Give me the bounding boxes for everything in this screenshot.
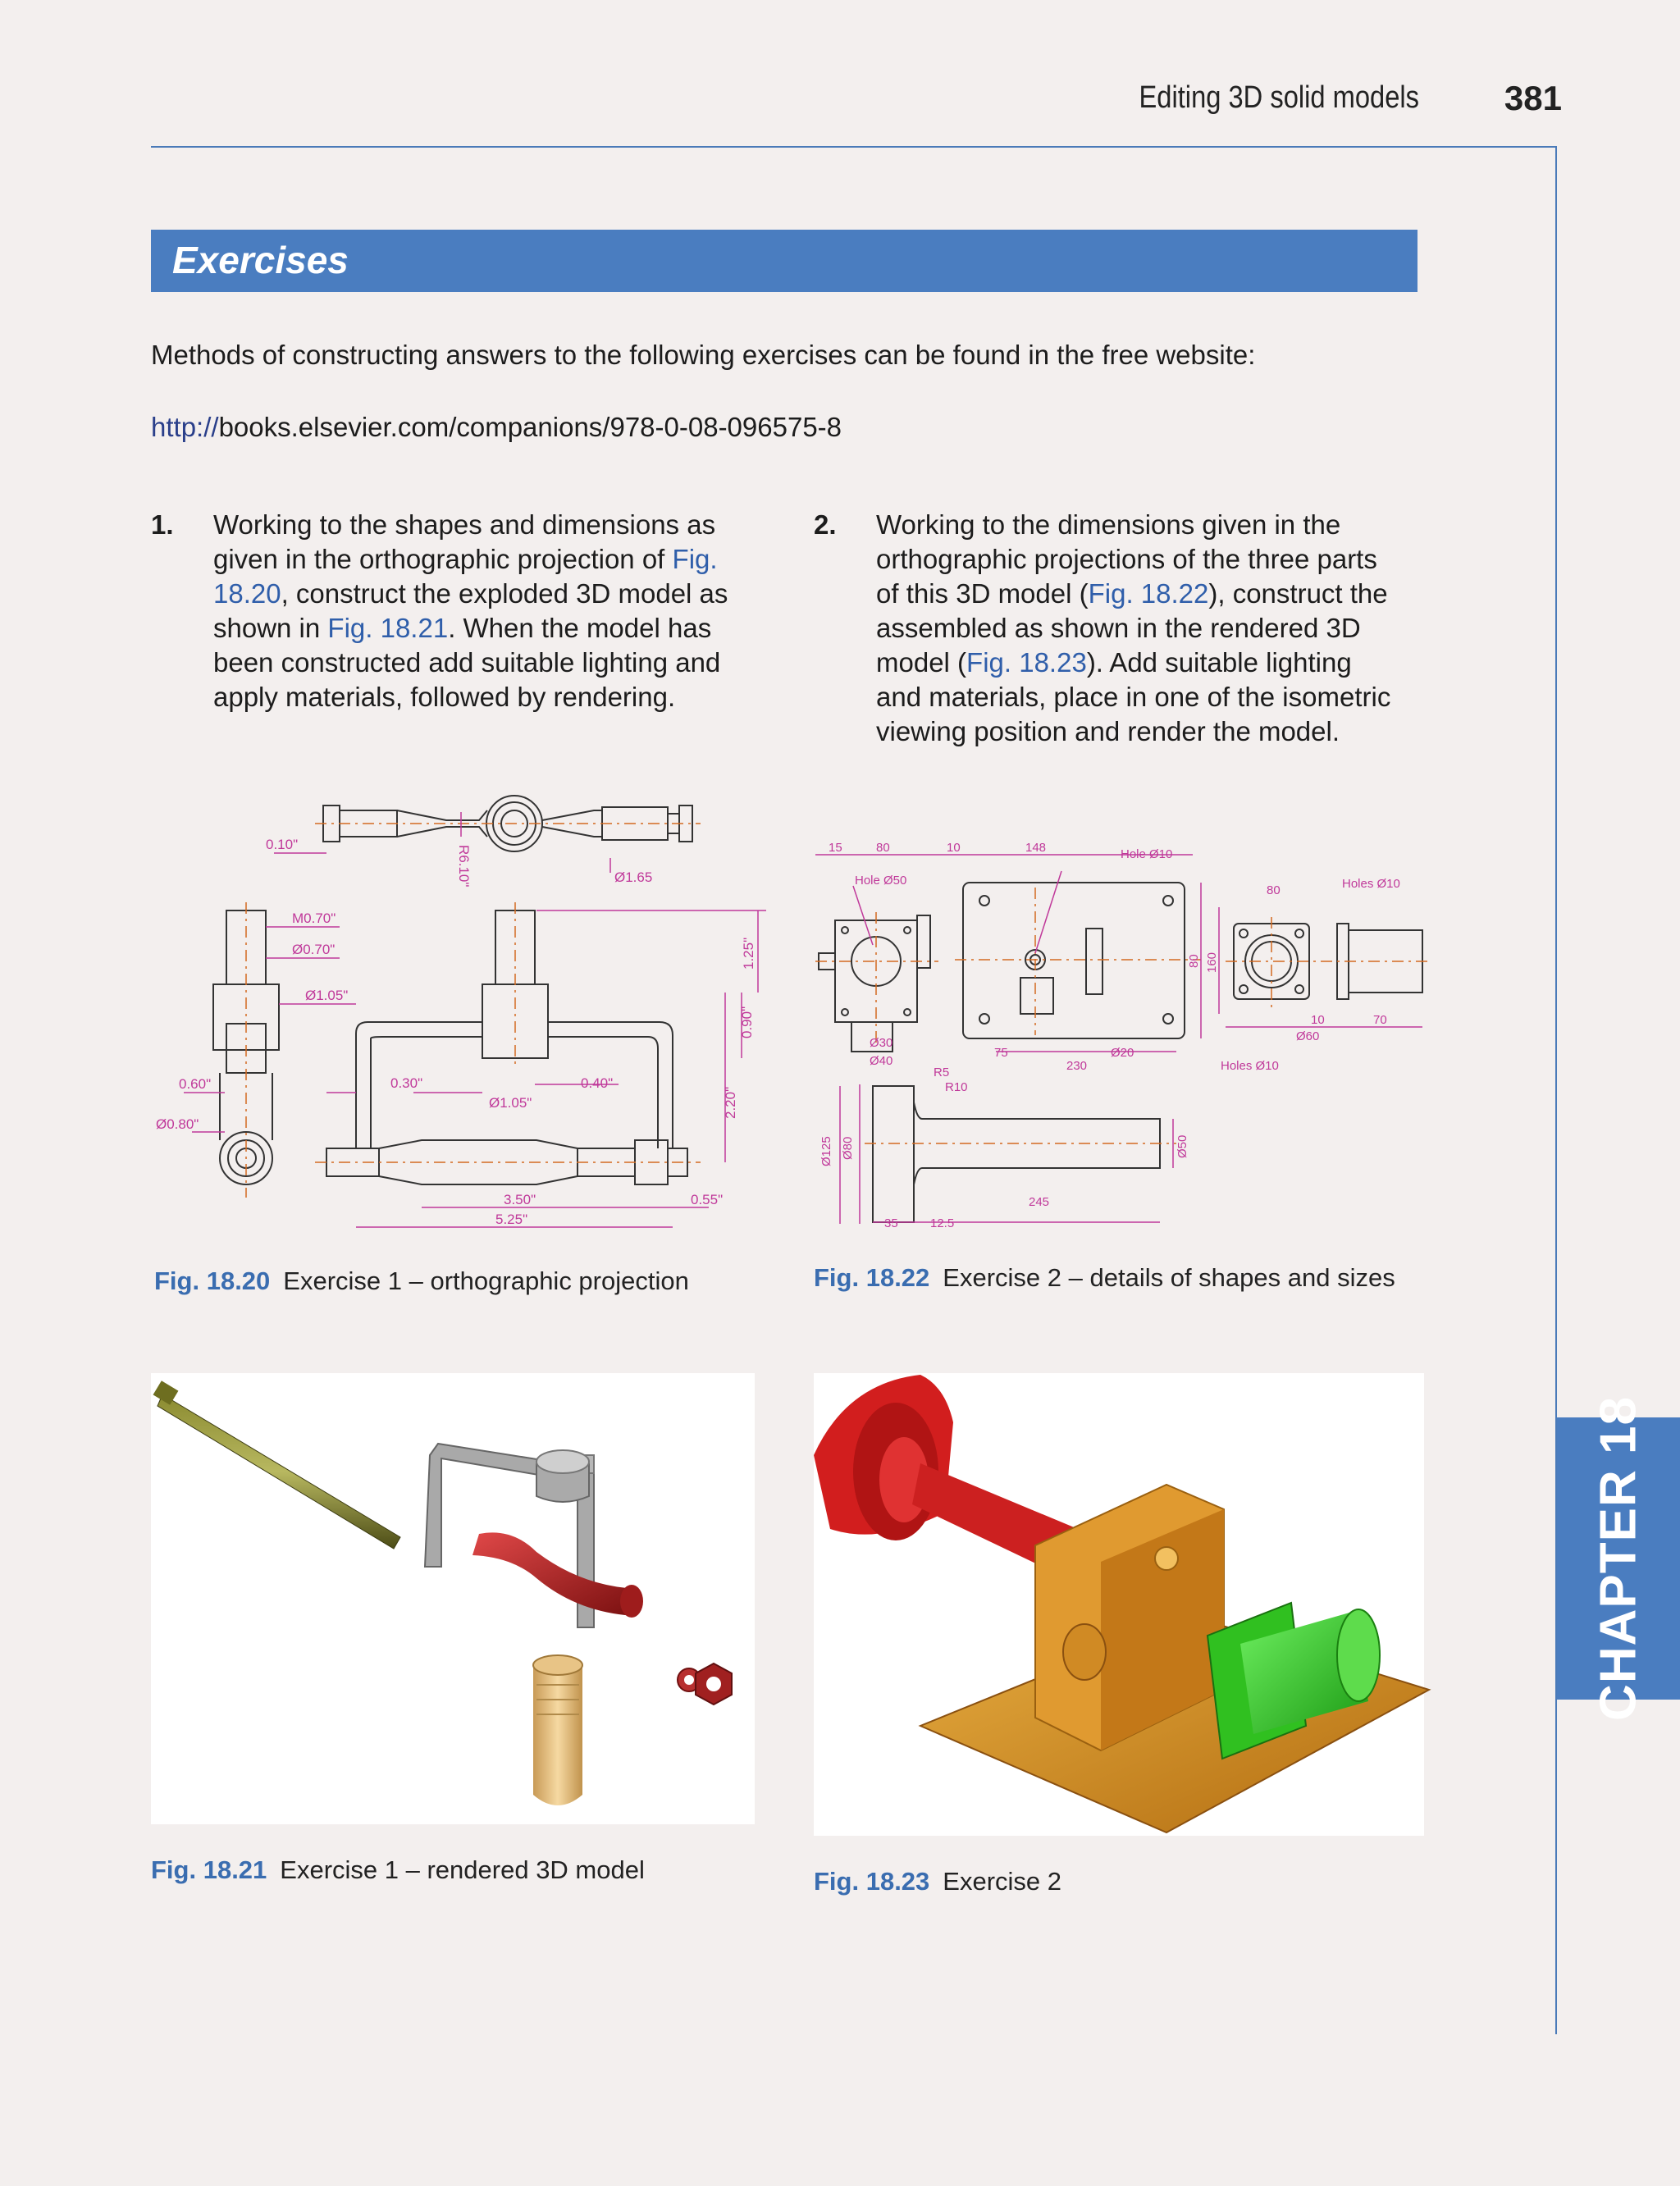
dim-label: 0.90" [739,1006,755,1038]
exercise-1-text [213,508,728,714]
dim-label: 80 [1187,954,1201,968]
url-protocol: http:// [151,412,219,442]
exercise-2-number: 2. [814,509,837,540]
dim-label: 148 [1025,841,1047,855]
dim-label: Ø1.65 [614,869,653,885]
page-number: 381 [1504,79,1562,117]
fig-18-23-render [814,1373,1424,1836]
fig-18-23-label: Fig. 18.23 [814,1867,930,1896]
side-rule [1555,146,1557,2034]
dim-label: Holes Ø10 [1221,1059,1279,1073]
fig-link[interactable]: Fig. 18.23 [966,647,1087,678]
fig-link[interactable]: Fig. [672,544,718,574]
dim-label: 0.40" [581,1075,614,1091]
fig-link[interactable]: Fig. 18.22 [1088,578,1209,609]
dim-label: Ø60 [1296,1029,1320,1043]
dim-label: R6.10" [456,845,472,888]
chapter-tab-label: CHAPTER 18 [1590,1396,1647,1721]
dim-label: 35 [884,1216,898,1230]
ex2-line: assembled as shown in the rendered 3D [876,613,1361,643]
fig-link[interactable]: 18.20 [213,578,281,609]
ex1-line: , construct the exploded 3D model as [281,578,728,609]
ex1-line: been constructed add suitable lighting and [213,647,721,678]
chapter-tab [1557,1396,1680,1721]
fig-18-20-drawing [151,787,756,1247]
dim-label: Ø80 [841,1136,855,1160]
ex2-line: viewing position and render the model. [876,716,1340,746]
fig-18-21-render [151,1373,755,1824]
dim-label: 0.60" [179,1076,212,1092]
ex2-line: ), construct the [1208,578,1388,609]
dim-label: Ø1.05" [489,1095,532,1111]
dim-label: 3.50" [504,1192,536,1207]
dim-label: 75 [994,1046,1008,1060]
dim-label: 245 [1029,1195,1050,1209]
dim-label: Ø50 [1176,1134,1189,1158]
section-heading: Exercises [172,239,349,281]
dim-label: M0.70" [292,910,336,926]
ex1-line: shown in [213,613,328,643]
fig-18-22-caption [814,1263,1395,1293]
fig-18-22-label: Fig. 18.22 [814,1263,930,1292]
dim-label: 5.25" [495,1212,528,1227]
fig-18-23-caption [814,1867,1061,1896]
dim-label: Ø30 [870,1036,893,1050]
ex2-line: ). Add suitable lighting [1086,647,1352,678]
ex1-line: . When the model has [448,613,712,643]
dim-label: 10 [947,841,961,855]
dim-label: 1.25" [741,937,756,970]
dim-label: R5 [934,1066,950,1079]
fig-18-21-text: Exercise 1 – rendered 3D model [280,1855,645,1884]
dim-label: 80 [1267,883,1281,897]
dim-label: R10 [945,1080,968,1094]
dim-label: Hole Ø10 [1121,847,1173,861]
ex2-line: of this 3D model ( [876,578,1089,609]
dim-label: 230 [1066,1059,1088,1073]
fig-link[interactable]: Fig. 18.21 [327,613,449,643]
running-header-title: Editing 3D solid models [1139,80,1419,115]
dim-label: 0.30" [390,1075,423,1091]
dim-label: 12.5 [930,1216,955,1230]
fig-18-21-caption [151,1855,645,1885]
dim-label: Hole Ø50 [855,874,907,888]
fig-18-21-label: Fig. 18.21 [151,1855,267,1884]
ex1-line: given in the orthographic projection of [213,544,673,574]
companion-url[interactable] [151,412,842,443]
fig-18-22-text: Exercise 2 – details of shapes and sizes [943,1263,1395,1292]
dim-label: Ø1.05" [305,988,349,1003]
fig-18-20-text: Exercise 1 – orthographic projection [283,1266,689,1295]
ex1-line: Working to the shapes and dimensions as [213,509,716,540]
intro-paragraph: Methods of constructing answers to the following exercises can be found in the free website: [151,340,1256,370]
dim-label: Ø0.70" [292,942,336,957]
fig-18-20-label: Fig. 18.20 [154,1266,271,1295]
exercise-2-text [876,508,1390,749]
dim-label: 10 [1311,1013,1325,1027]
dim-label: 0.55" [691,1192,724,1207]
ex2-line: orthographic projections of the three parts [876,544,1377,574]
url-path: books.elsevier.com/companions/978-0-08-096575-8 [218,412,842,442]
fig-18-22-drawing [815,838,1439,1240]
ex2-line: and materials, place in one of the isometric [876,682,1391,712]
ex1-line: apply materials, followed by rendering. [213,682,676,712]
dim-label: 160 [1205,952,1219,973]
dim-label: Ø20 [1111,1046,1134,1060]
header-rule [151,146,1557,148]
dim-label: Holes Ø10 [1342,877,1400,891]
dim-label: 2.20" [723,1086,738,1119]
dim-label: 70 [1373,1013,1387,1027]
dim-label: 80 [876,841,890,855]
dim-label: Ø125 [819,1136,833,1166]
exercise-1-number: 1. [151,509,174,540]
ex2-line: model ( [876,647,967,678]
fig-18-20-caption [154,1266,689,1296]
dim-label: 0.10" [266,837,299,852]
ex2-line: Working to the dimensions given in the [876,509,1341,540]
fig-18-23-text: Exercise 2 [943,1867,1062,1896]
dim-label: Ø0.80" [156,1116,199,1132]
dim-label: 15 [829,841,842,855]
dim-label: Ø40 [870,1054,893,1068]
section-heading-bar [151,230,1418,292]
